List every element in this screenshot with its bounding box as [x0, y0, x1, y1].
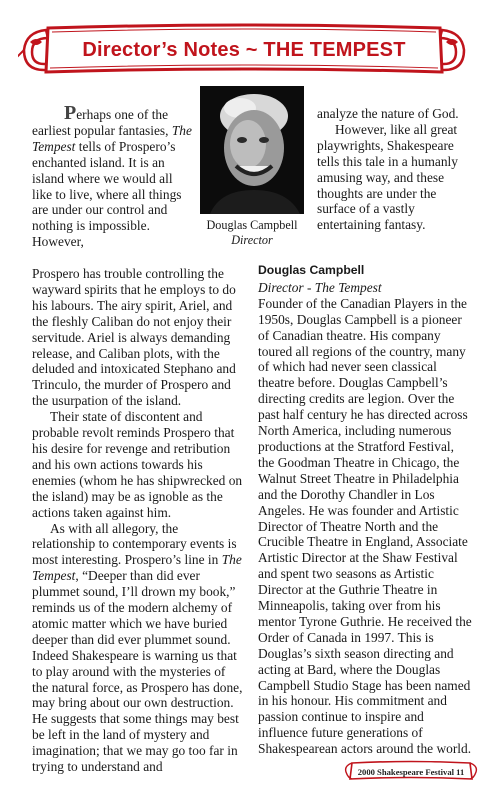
notes-intro — [32, 102, 192, 250]
director-bio — [258, 263, 473, 757]
page-title: Director’s Notes ~ THE TEMPEST — [82, 38, 406, 61]
photo-caption — [196, 218, 308, 247]
bio-text: Founder of the Canadian Players in the 1950s, Douglas Campbell is a pioneer of Canadian theatre. His company toured all regions of the country, many of which had never seen classical theatre before. Douglas Campbell’s directing credits are legion. Over the past half century he has directed across North America, including numerous productions at the Stratford Festival, the Goodman Theatre in Chicago, the Walnut Street Theatre in Philadelphia and the Dorothy Chandler in Los Angeles. He was founder and Artistic Director of Theatre North and the Crucible Theatre in England, Associate Artistic Director at the Shaw Festival and spent two seasons as Artistic Director at the Guthrie Theatre in Minneapolis, taking over from his mentor Tyrone Guthrie. He received the Order of Canada in 1997. This is Douglas’s sixth season directing and acting at Bard, where the Douglas Campbell Studio Stage has been named in his honour. His commitment and passion continue to inspire and influence future generations of Shakespearean actors around the world. — [258, 295, 472, 757]
notes-text: tells of Prospero’s enchanted island. It is an island where we would all like to live, where all things are under our control and nothing is impossible. However, — [32, 138, 182, 250]
notes-text: , “Deeper than did ever plummet sound, I’ll drown my book,” reminds us of the modern alchemy of atomic matter which we have buried deeper than did ever plummet sound. Indeed Shakespeare is warning us that to play around with the mysteries of the natural force, as Prospero has done, may bring about our own destruction. He suggests that some things may best be left in the land of mystery and imagination; that we may go too far in trying to understand and — [32, 568, 243, 775]
notes-paragraph-1-cont: Prospero has trouble controlling the wayward spirits that he employs to do his labours. The airy spirit, Ariel, and the fleshly Caliban do not enjoy their servitude. Ariel is always demanding release, and Caliban plots, with the deluded and intoxicated Stephano and Trinculo, the murder of Prospero and the usurpation of the island. — [32, 266, 236, 409]
notes-text: As with all allegory, the relationship to contemporary events is most interesting. Prospero’s line in — [32, 520, 237, 568]
bio-name: Douglas Campbell — [258, 263, 365, 277]
play-title: The Tempest — [32, 122, 192, 154]
notes-text: erhaps one of the earliest popular fantasies, — [32, 107, 169, 138]
notes-paragraph-3 — [32, 521, 244, 776]
notes-continuation: analyze the nature of God. — [317, 106, 459, 121]
caption-role: Director — [231, 232, 273, 247]
page-footer — [344, 760, 478, 782]
bio-role: Director - The Tempest — [258, 279, 382, 295]
notes-paragraph-1 — [32, 102, 192, 250]
portrait-image — [200, 86, 304, 214]
notes-paragraph-4: However, like all great playwrights, Shakespeare tells this tale in a humanly amusing way, and these thoughts are under the surface of a vastly entertaining fantasy. — [317, 121, 458, 233]
footer-page-label: 2000 Shakespeare Festival 11 — [357, 766, 465, 777]
notes-body — [32, 266, 244, 775]
director-photo — [200, 86, 304, 214]
drop-cap: P — [64, 102, 77, 124]
play-title: The Tempest — [32, 552, 242, 584]
title-banner — [18, 20, 470, 78]
notes-conclusion — [317, 106, 472, 233]
caption-name: Douglas Campbell — [206, 218, 298, 232]
notes-paragraph-2: Their state of discontent and probable revolt reminds Prospero that his desire for revenge and retribution and his own actions towards his enemies (whom he has shipwrecked on the island) may be as ignoble as the actions taken against him. — [32, 409, 243, 520]
